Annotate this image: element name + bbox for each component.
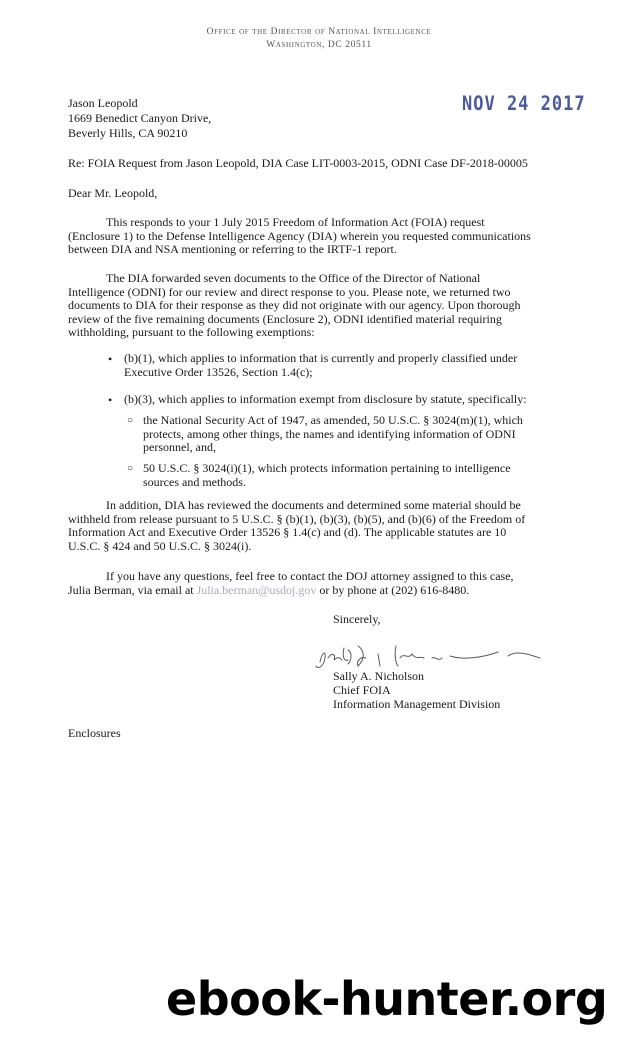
closing: Sincerely,: [333, 612, 381, 626]
paragraph-4-line: If you have any questions, feel free to contact the DOJ attorney assigned to this case,: [106, 569, 514, 583]
recipient-city: Beverly Hills, CA 90210: [68, 126, 188, 140]
paragraph-line: U.S.C. § 424 and 50 U.S.C. § 3024(i).: [68, 538, 252, 553]
signer-division: Information Management Division: [333, 697, 501, 711]
enclosures-label: Enclosures: [68, 726, 121, 740]
sub-bullet-2-line: 50 U.S.C. § 3024(i)(1), which protects information pertaining to intelligence: [143, 461, 511, 475]
paragraph-line: withholding, pursuant to the following exemptions:: [68, 325, 315, 339]
date-stamp: NOV 24 2017: [462, 92, 586, 116]
bullet-dot-icon: •: [108, 352, 113, 366]
paragraph-line: Intelligence (ODNI) for our review and direct response to you. Please note, we returned two: [68, 284, 511, 299]
salutation: Dear Mr. Leopold,: [68, 186, 158, 200]
paragraph-line: This responds to your 1 July 2015 Freedom of Information Act (FOIA) request: [106, 215, 485, 229]
sub-bullet-1-line: protects, among other things, the names and identifying information of ODNI: [143, 426, 516, 441]
contact-prefix: Julia Berman, via email at: [68, 583, 197, 597]
paragraph-line: The DIA forwarded seven documents to the Office of the Director of National: [106, 271, 481, 285]
subject-line: Re: FOIA Request from Jason Leopold, DIA Case LIT-0003-2015, ODNI Case DF-2018-00005: [68, 156, 528, 170]
paragraph-line: documents to DIA for their response as they did not originate with our agency. Upon thorough: [68, 298, 521, 312]
sub-bullet-circle-icon: ○: [127, 463, 134, 474]
sub-bullet-circle-icon: ○: [127, 415, 134, 426]
paragraph-line: withheld from release pursuant to 5 U.S.C. § (b)(1), (b)(3), (b)(5), and (b)(6) of the Freedom of: [68, 511, 526, 526]
paragraph-4-contact-line: [68, 584, 469, 598]
bullet-b1-line: (b)(1), which applies to information that is currently and properly classified under: [124, 351, 518, 365]
recipient-name: Jason Leopold: [68, 96, 138, 110]
signer-title: Chief FOIA: [333, 683, 391, 697]
bullet-b3-line: (b)(3), which applies to information exempt from disclosure by statute, specifically:: [124, 392, 527, 406]
signer-name: Sally A. Nicholson: [333, 669, 425, 683]
paragraph-line: review of the five remaining documents (Enclosure 2), ODNI identified material requiring: [68, 311, 502, 326]
letterhead-city: Washington, DC 20511: [266, 40, 372, 50]
email-link[interactable]: Julia.berman@usdoj.gov: [196, 583, 317, 597]
watermark-text: ebook-hunter.org: [166, 972, 608, 1026]
sub-bullet-1-line: the National Security Act of 1947, as amended, 50 U.S.C. § 3024(m)(1), which: [143, 413, 523, 427]
contact-suffix: or by phone at (202) 616-8480.: [316, 583, 470, 597]
paragraph-line: In addition, DIA has reviewed the documents and determined some material should be: [106, 498, 521, 512]
paragraph-line: between DIA and NSA mentioning or referring to the IRTF-1 report.: [68, 242, 397, 256]
bullet-b1-line: Executive Order 13526, Section 1.4(c);: [124, 364, 313, 379]
paragraph-line: Information Act and Executive Order 13526 § 1.4(c) and (d). The applicable statutes are 10: [68, 525, 507, 539]
letterhead-office: Office of the Director of National Intelligence: [206, 27, 432, 37]
recipient-street: 1669 Benedict Canyon Drive,: [68, 111, 212, 125]
paragraph-line: (Enclosure 1) to the Defense Intelligence Agency (DIA) wherein you requested communications: [68, 228, 531, 243]
bullet-dot-icon: •: [108, 393, 113, 407]
sub-bullet-2-line: sources and methods.: [143, 474, 246, 489]
sub-bullet-1-line: personnel, and,: [143, 440, 216, 454]
